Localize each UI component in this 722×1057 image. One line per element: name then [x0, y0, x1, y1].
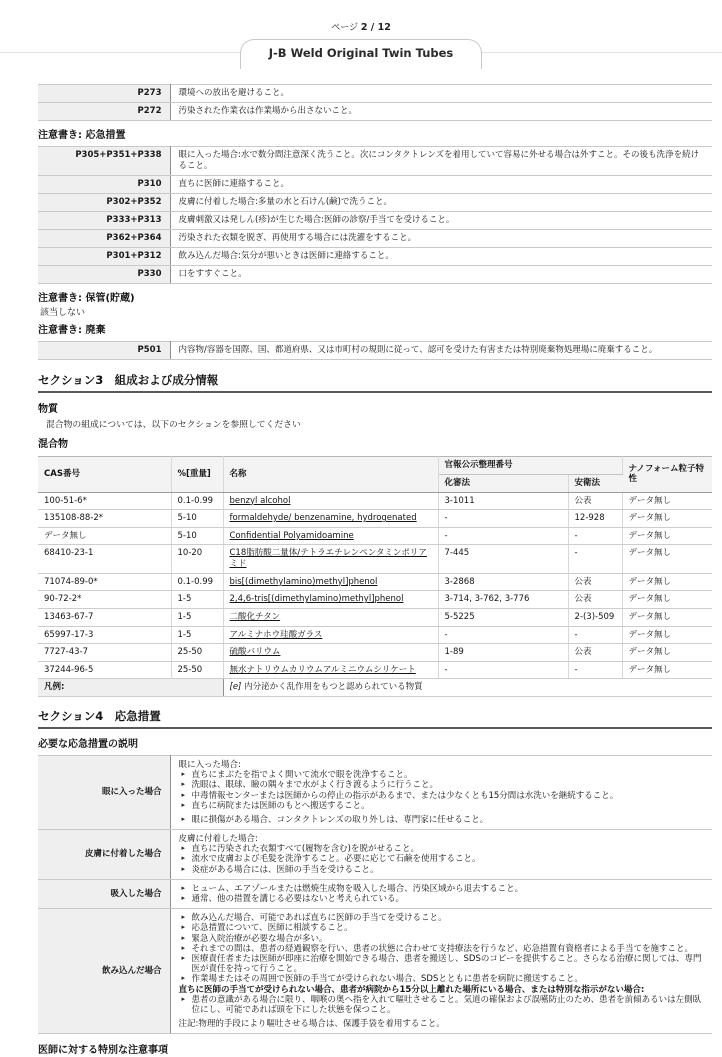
first-aid-row-ingest — [38, 909, 712, 1034]
mixture-heading: 混合物 — [38, 439, 68, 451]
legend-row — [38, 679, 712, 697]
aid-intro: 皮膚に付着した場合: — [178, 834, 258, 845]
first-aid-bullet: ▸ 応急措置について、医師に相談すること。 — [179, 923, 705, 933]
mixture-row — [38, 545, 712, 573]
first-aid-bullet: ▸ 緊急入院治療が必要な場合が多い。 — [179, 934, 705, 944]
chemical-name-link[interactable]: 二酸化チタン — [229, 611, 281, 622]
col-header-anei: 安衛法 — [568, 474, 622, 492]
cas-cell: 100-51-6* — [38, 492, 171, 510]
legend-label: 凡例: — [38, 679, 223, 697]
anei-cell: - — [568, 545, 622, 573]
aid-body-eye — [170, 755, 712, 829]
header-rule-left — [0, 39, 240, 53]
section4-heading: セクション4 応急措置 — [38, 709, 712, 729]
pct-cell: 1-5 — [171, 626, 223, 644]
col-header-cas: CAS番号 — [38, 457, 171, 492]
name-cell — [223, 608, 438, 626]
nano-cell: データ無し — [622, 591, 712, 609]
pcode-label: P501 — [38, 341, 170, 359]
page-indicator-label: ページ — [331, 23, 359, 33]
pct-cell: 25-50 — [171, 644, 223, 662]
pcode-label: P301+P312 — [38, 248, 170, 266]
pct-cell: 1-5 — [171, 591, 223, 609]
first-aid-bullet: ▸ 通常、他の措置を講じる必要はないと考えられている。 — [179, 894, 705, 904]
pct-cell: 0.1-0.99 — [171, 492, 223, 510]
first-aid-bullet: ▸ 医療責任者または医師が即座に治療を開始できる場合、患者を搬送し、SDSのコピーを提供すること。さらなる治療に関しては、専門医が責任を持って行うこと。 — [179, 954, 705, 974]
chemical-name-link[interactable]: formaldehyde/ benzenamine, hydrogenated — [229, 513, 417, 524]
response-table — [38, 146, 712, 284]
storage-value: 該当しない — [40, 308, 86, 319]
first-aid-row-eye — [38, 755, 712, 829]
chemical-name-link[interactable]: benzyl alcohol — [229, 495, 291, 506]
pct-cell: 5-10 — [171, 527, 223, 545]
kashin-cell: 3-2868 — [438, 573, 568, 591]
disposal-table — [38, 341, 712, 360]
pcode-text: 飲み込んだ場合:気分が悪いときは医師に連絡すること。 — [170, 248, 712, 266]
pcode-label: P333+P313 — [38, 211, 170, 229]
mixture-row — [38, 661, 712, 679]
response-heading: 注意書き: 応急措置 — [38, 129, 126, 141]
pcode-text: 内容物/容器を国際、国、都道府県、又は市町村の規則に従って、認可を受けた有害または特別廃棄物処理場に廃棄すること。 — [170, 341, 712, 359]
chemical-name-link[interactable]: 硫酸バリウム — [229, 647, 281, 658]
first-aid-bullet: ▸ 眼に損傷がある場合、コンタクトレンズの取り外しは、専門家に任せること。 — [179, 815, 705, 825]
nano-cell: データ無し — [622, 608, 712, 626]
substance-heading: 物質 — [38, 403, 58, 415]
precaution-top-table — [38, 84, 712, 121]
section3-heading: セクション3 組成および成分情報 — [38, 373, 712, 393]
col-header-kashin: 化審法 — [438, 474, 568, 492]
first-aid-table — [38, 755, 712, 1034]
header-rule-right — [482, 39, 722, 53]
nano-cell: データ無し — [622, 545, 712, 573]
page-content — [38, 84, 712, 1057]
storage-heading: 注意書き: 保管(貯蔵) — [38, 293, 135, 305]
pcode-text: 眼に入った場合:水で数分間注意深く洗うこと。次にコンタクトレンズを着用していて容易に外せる場合は外すこと。その後も洗浄を続けること。 — [170, 146, 712, 175]
table-row — [38, 211, 712, 229]
pct-cell: 25-50 — [171, 661, 223, 679]
header-row — [38, 457, 712, 475]
pcode-label: P302+P352 — [38, 193, 170, 211]
aid-label-ingest: 飲み込んだ場合 — [38, 909, 170, 1034]
col-header-gazette: 官報公示整理番号 — [438, 457, 622, 475]
chemical-name-link[interactable]: bis[(dimethylamino)methyl]phenol — [229, 576, 378, 587]
mixture-row — [38, 644, 712, 662]
first-aid-bullet: ▸ 直ちにまぶたを指でよく開いて流水で眼を洗浄すること。 — [179, 770, 705, 780]
nano-cell: データ無し — [622, 510, 712, 528]
kashin-cell: 3-1011 — [438, 492, 568, 510]
name-cell — [223, 545, 438, 573]
title-header — [0, 39, 722, 66]
table-row — [38, 230, 712, 248]
chemical-name-link[interactable]: アルミナホウ珪酸ガラス — [229, 629, 323, 640]
aid-bold-condition: 直ちに医師の手当てが受けられない場合、患者が病院から15分以上離れた場所にいる場合、または特別な指示がない場合: — [178, 984, 645, 995]
mixture-row — [38, 608, 712, 626]
aid-note: 注記:物理的手段により嘔吐させる場合は、保護手袋を着用すること。 — [178, 1019, 445, 1030]
disposal-heading: 注意書き: 廃棄 — [38, 324, 106, 336]
page-indicator — [0, 0, 722, 35]
table-row — [38, 193, 712, 211]
first-aid-bullet: ▸ ヒューム、エアゾールまたは燃焼生成物を吸入した場合、汚染区域から退去すること。 — [179, 884, 705, 894]
table-row — [38, 175, 712, 193]
cas-cell: 71074-89-0* — [38, 573, 171, 591]
first-aid-bullet: ▸ 直ちに汚染された衣類すべて(履物を含む)を脱がせること。 — [179, 844, 705, 854]
table-row — [38, 84, 712, 102]
pcode-text: 環境への放出を避けること。 — [170, 84, 712, 102]
pcode-text: 皮膚に付着した場合:多量の水と石けん(鹸)で洗うこと。 — [170, 193, 712, 211]
chemical-name-link[interactable]: Confidential Polyamidoamine — [229, 530, 354, 541]
pcode-label: P272 — [38, 102, 170, 120]
col-header-name: 名称 — [223, 457, 438, 492]
mixture-table-header — [38, 457, 712, 492]
first-aid-bullet: ▸ 中毒情報センターまたは医師からの停止の指示があるまで、または少なくとも15分間は水洗いを継続すること。 — [179, 791, 705, 801]
mixture-row — [38, 510, 712, 528]
first-aid-bullet: ▸ 飲み込んだ場合、可能であれば直ちに医師の手当てを受けること。 — [179, 913, 705, 923]
anei-cell: - — [568, 661, 622, 679]
first-aid-bullet: ▸ 作業場またはその周囲で医師の手当てが受けられない場合、SDSとともに患者を病院に搬送すること。 — [179, 974, 705, 984]
table-row — [38, 146, 712, 175]
cas-cell: 90-72-2* — [38, 591, 171, 609]
aid-intro: 眼に入った場合: — [178, 759, 241, 770]
chemical-name-link[interactable]: C18脂肪酸二量体/テトラエチレンペンタミンポリアミド — [229, 548, 427, 569]
cas-cell: 135108-88-2* — [38, 510, 171, 528]
anei-cell: 公表 — [568, 591, 622, 609]
aid-label-inhale: 吸入した場合 — [38, 879, 170, 908]
cas-cell: 7727-43-7 — [38, 644, 171, 662]
name-cell — [223, 510, 438, 528]
kashin-cell: 3-714, 3-762, 3-776 — [438, 591, 568, 609]
pcode-label: P362+P364 — [38, 230, 170, 248]
nano-cell: データ無し — [622, 626, 712, 644]
pct-cell: 5-10 — [171, 510, 223, 528]
name-cell — [223, 492, 438, 510]
pcode-text: 汚染された作業衣は作業場から出さないこと。 — [170, 102, 712, 120]
kashin-cell: 5-5225 — [438, 608, 568, 626]
mixture-row — [38, 626, 712, 644]
anei-cell: 公表 — [568, 492, 622, 510]
pcode-label: P330 — [38, 266, 170, 284]
mixture-row — [38, 492, 712, 510]
legend-description: 内分泌かく乱作用をもつと認められている物質 — [244, 682, 423, 693]
kashin-cell: 1-89 — [438, 644, 568, 662]
pcode-label: P273 — [38, 84, 170, 102]
aid-label-skin: 皮膚に付着した場合 — [38, 830, 170, 880]
aid-label-eye: 眼に入った場合 — [38, 755, 170, 829]
anei-cell: - — [568, 626, 622, 644]
cas-cell: 13463-67-7 — [38, 608, 171, 626]
first-aid-bullet: ▸ 流水で皮膚および毛髪を洗浄すること。必要に応じて石鹸を使用すること。 — [179, 854, 705, 864]
nano-cell: データ無し — [622, 573, 712, 591]
cas-cell: 68410-23-1 — [38, 545, 171, 573]
mixture-row — [38, 591, 712, 609]
pcode-text: 口をすすぐこと。 — [170, 266, 712, 284]
pct-cell: 0.1-0.99 — [171, 573, 223, 591]
pct-cell: 1-5 — [171, 608, 223, 626]
pcode-label: P310 — [38, 175, 170, 193]
aid-body-inhale — [170, 879, 712, 908]
anei-cell: 12-928 — [568, 510, 622, 528]
first-aid-row-inhale — [38, 879, 712, 908]
first-aid-bullet: ▸ 直ちに病院または医師のもとへ搬送すること。 — [179, 801, 705, 811]
legend-text — [223, 679, 712, 697]
nano-cell: データ無し — [622, 661, 712, 679]
name-cell — [223, 573, 438, 591]
first-aid-bullet: ▸ 洗眼は、眼球、瞼の隅々まで水がよく行き渡るように行うこと。 — [179, 780, 705, 790]
kashin-cell: - — [438, 661, 568, 679]
nano-cell: データ無し — [622, 644, 712, 662]
anei-cell: - — [568, 527, 622, 545]
nano-cell: データ無し — [622, 527, 712, 545]
name-cell — [223, 644, 438, 662]
col-header-pct: %[重量] — [171, 457, 223, 492]
table-row — [38, 341, 712, 359]
aid-body-ingest — [170, 909, 712, 1034]
cas-cell: 37244-96-5 — [38, 661, 171, 679]
kashin-cell: - — [438, 510, 568, 528]
kashin-cell: - — [438, 527, 568, 545]
product-title: J-B Weld Original Twin Tubes — [240, 39, 483, 69]
name-cell — [223, 661, 438, 679]
pcode-text: 汚染された衣類を脱ぎ、再使用する場合には洗濯をすること。 — [170, 230, 712, 248]
first-aid-bullet: ▸ 炎症がある場合には、医師の手当を受けること。 — [179, 865, 705, 875]
mixture-table — [38, 456, 712, 697]
first-aid-row-skin — [38, 830, 712, 880]
pcode-text: 皮膚刺激又は発しん(疹)が生じた場合:医師の診察/手当てを受けること。 — [170, 211, 712, 229]
anei-cell: 2-(3)-509 — [568, 608, 622, 626]
mixture-row — [38, 573, 712, 591]
table-row — [38, 102, 712, 120]
first-aid-bullet: ▸ 患者の意識がある場合に限り、咽喉の奥へ指を入れて嘔吐させること。気道の確保および誤嚥防止のため、患者を前傾あるいは左側臥位にし、可能であれば頭を下にした状態を保つこと。 — [179, 995, 705, 1015]
chemical-name-link[interactable]: 無水ナトリウムカリウムアルミニウムシリケート — [229, 664, 416, 675]
anei-cell: 公表 — [568, 573, 622, 591]
table-row — [38, 266, 712, 284]
first-aid-subheading: 必要な応急措置の説明 — [38, 738, 138, 750]
pct-cell: 10-20 — [171, 545, 223, 573]
pcode-label: P305+P351+P338 — [38, 146, 170, 175]
name-cell — [223, 626, 438, 644]
col-header-nano: ナノフォーム粒子特性 — [622, 457, 712, 492]
cas-cell: データ無し — [38, 527, 171, 545]
pcode-text: 直ちに医師に連絡すること。 — [170, 175, 712, 193]
doctor-notes-heading: 医師に対する特別な注意事項 — [38, 1045, 168, 1057]
mixture-row — [38, 527, 712, 545]
name-cell — [223, 527, 438, 545]
substance-note: 混合物の組成については、以下のセクションを参照してください — [46, 419, 301, 430]
anei-cell: 公表 — [568, 644, 622, 662]
legend-tag: [e] — [229, 682, 242, 693]
cas-cell: 65997-17-3 — [38, 626, 171, 644]
name-cell — [223, 591, 438, 609]
first-aid-bullet: ▸ それまでの間は、患者の経過観察を行い、患者の状態に合わせて支持療法を行うなど、応急措置有資格者による手当てを施すこと。 — [179, 944, 705, 954]
table-row — [38, 248, 712, 266]
nano-cell: データ無し — [622, 492, 712, 510]
kashin-cell: 7-445 — [438, 545, 568, 573]
aid-body-skin — [170, 830, 712, 880]
page-indicator-number: 2 / 12 — [360, 22, 391, 33]
chemical-name-link[interactable]: 2,4,6-tris[(dimethylamino)methyl]phenol — [229, 594, 404, 605]
kashin-cell: - — [438, 626, 568, 644]
